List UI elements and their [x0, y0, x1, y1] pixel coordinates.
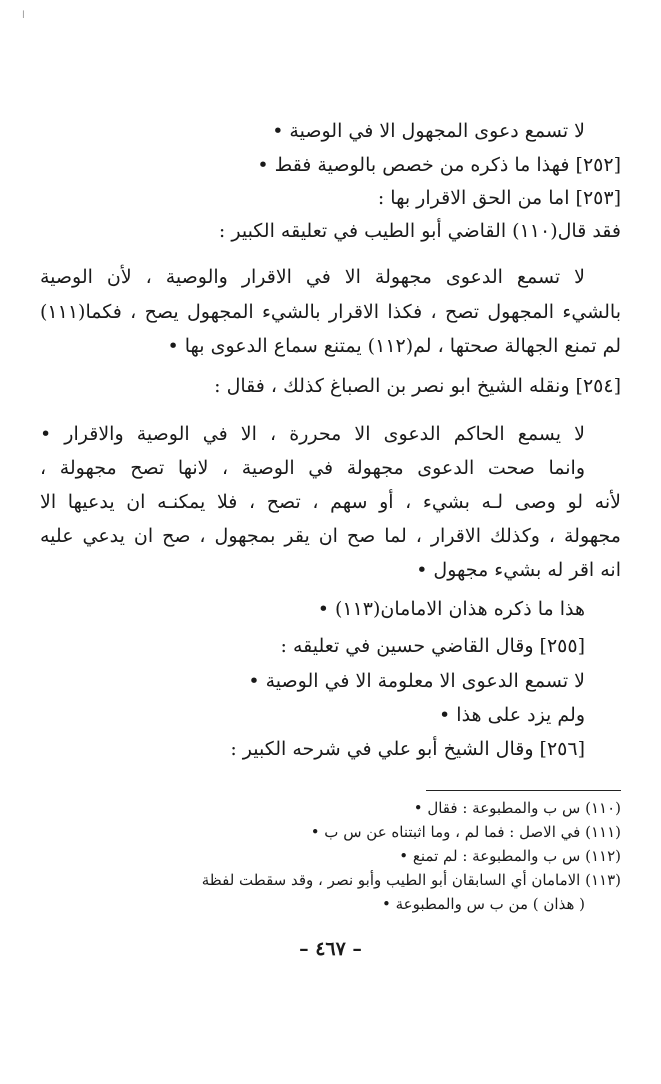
text-line-1: لا تسمع دعوى المجهول الا في الوصية • — [272, 120, 585, 142]
text-line-18: [٢٥٦] وقال الشيخ أبو علي في شرحه الكبير : — [230, 738, 585, 760]
text-line-10: وانما صحت الدعوى مجهولة في الوصية ، لانها تصح مجهولة ، — [40, 457, 585, 479]
text-line-6: بالشيء المجهول تصح ، فكذا الاقرار بالشيء المجهول يصح ، فكما(١١١) — [40, 301, 621, 323]
text-line-17: ولم يزد على هذا • — [439, 704, 585, 726]
text-line-3: [٢٥٣] اما من الحق الاقرار بها : — [377, 187, 621, 209]
footnote-112: (١١٢) س ب والمطبوعة : لم تمنع • — [399, 847, 621, 865]
text-line-5: لا تسمع الدعوى مجهولة الا في الاقرار والوصية ، لأن الوصية — [40, 266, 585, 288]
text-line-12: مجهولة ، وكذلك الاقرار ، لما صح ان يقر بمجهول ، صح ان يدعي عليه — [40, 525, 621, 547]
text-line-13: انه اقر له بشيء مجهول • — [416, 559, 621, 581]
text-line-14: هذا ما ذكره هذان الامامان(١١٣) • — [317, 598, 585, 620]
footnote-113-continued: ( هذان ) من ب س والمطبوعة • — [381, 895, 585, 913]
footnote-113: (١١٣) الامامان أي السابقان أبو الطيب وأبو نصر ، وقد سقطت لفظة — [201, 871, 621, 889]
text-line-2: [٢٥٢] فهذا ما ذكره من خصص بالوصية فقط • — [257, 154, 621, 176]
text-line-4: فقد قال(١١٠) القاضي أبو الطيب في تعليقه الكبير : — [218, 220, 621, 242]
text-line-7: لم تمنع الجهالة صحتها ، لم(١١٢) يمتنع سماع الدعوى بها • — [167, 335, 621, 357]
text-line-8: [٢٥٤] ونقله الشيخ ابو نصر بن الصباغ كذلك ، فقال : — [214, 375, 621, 397]
footnote-111: (١١١) في الاصل : فما لم ، وما اثبتناه عن س ب • — [310, 823, 621, 841]
corner-mark: ا — [22, 10, 25, 21]
footnote-separator — [426, 790, 621, 791]
text-line-9: لا يسمع الحاكم الدعوى الا محررة ، الا في الوصية والاقرار • — [40, 423, 585, 445]
text-line-15: [٢٥٥] وقال القاضي حسين في تعليقه : — [280, 635, 585, 657]
text-line-16: لا تسمع الدعوى الا معلومة الا في الوصية • — [248, 670, 585, 692]
footnote-110: (١١٠) س ب والمطبوعة : فقال • — [413, 799, 621, 817]
text-line-11: لأنه لو وصى لـه بشيء ، أو سهم ، تصح ، فلا يمكنـه ان يدعيها الا — [40, 491, 621, 513]
page-number: – ٤٦٧ – — [299, 938, 362, 960]
